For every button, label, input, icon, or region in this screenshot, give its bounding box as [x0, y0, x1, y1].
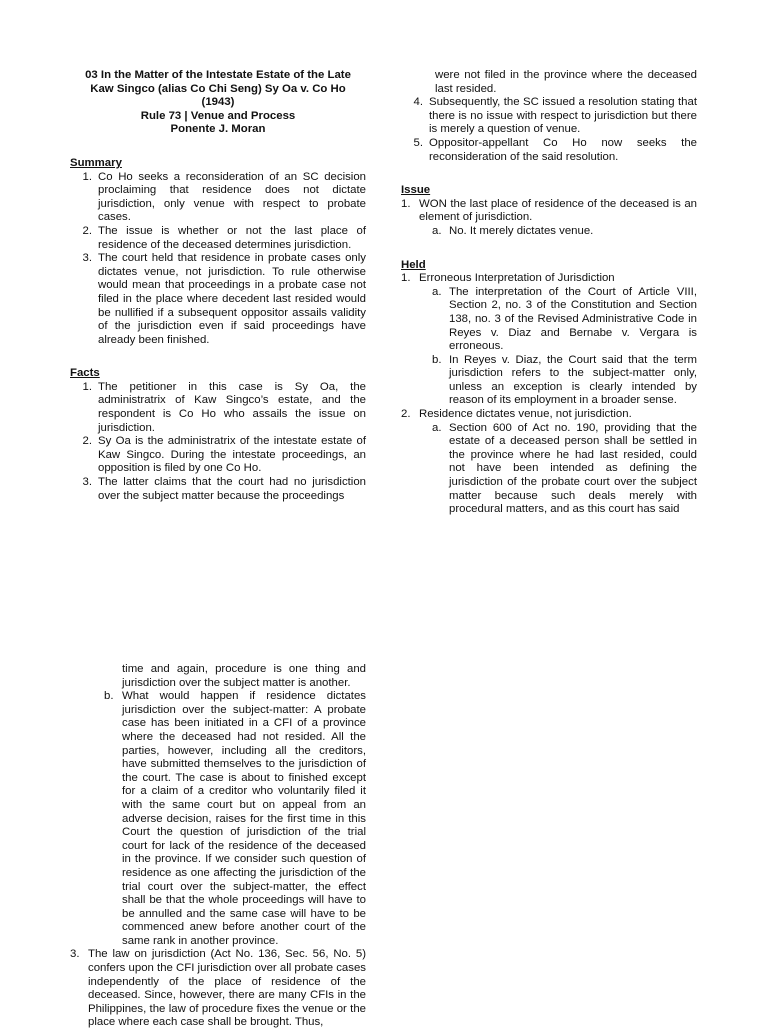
list-item: [80, 476, 366, 503]
list-text: The law on jurisdiction (Act No. 136, Sec. 56, No. 5) confers upon the CFI jurisdiction over all probate cases independently of the place of residence of the deceased. Since, however, there are many CFIs in the Philippines, the law of procedure fixes the venue or the place where each case shall be brought. Thus,: [88, 948, 366, 1029]
list-text: The issue is whether or not the last place of residence of the deceased determines jurisdiction.: [98, 224, 366, 251]
title-line: 03 In the Matter of the Intestate Estate of the Late: [85, 69, 351, 81]
list-text: Erroneous Interpretation of Jurisdiction: [419, 272, 615, 285]
list-letter: a.: [432, 285, 442, 298]
title-line: (1943): [201, 96, 235, 109]
list-text: The court held that residence in probate cases only dictates venue, not jurisdiction. To rule otherwise would mean that proceedings in a probate case not filed in the place where decedent last resided would be nullified if a subsequent oppositor assails validity of the jurisdiction even if said proceedings have already been finished.: [98, 252, 366, 346]
list-text: Sy Oa is the administratrix of the intestate estate of Kaw Singco. During the intestate proceedings, an opposition is filed by one Co Ho.: [98, 435, 366, 475]
facts-heading: Facts: [70, 367, 100, 380]
held-continuation: time and again, procedure is one thing and jurisdiction over the subject matter is another.: [122, 663, 366, 689]
list-letter: a.: [432, 421, 442, 434]
list-item: [104, 690, 366, 948]
list-number: 3.: [82, 252, 92, 265]
list-number: 1.: [82, 380, 92, 393]
issue-section: [401, 184, 697, 238]
list-text: Section 600 of Act no. 190, providing that the estate of a deceased person shall be settled in the province where he had last resided, could not have been intended as defining the jurisdiction of the probate court over the subject matter because such deals merely with procedural matters, and as this court has said: [449, 421, 697, 516]
list-text: Subsequently, the SC issued a resolution stating that there is no issue with respect to jurisdiction but there is merely a question of venue.: [429, 96, 697, 136]
list-letter: a.: [432, 224, 442, 237]
summary-heading: Summary: [70, 156, 122, 169]
list-item: [70, 948, 366, 1030]
issue-sublist: [401, 225, 697, 239]
list-item: [80, 252, 366, 347]
list-item: [432, 354, 697, 408]
list-text: The latter claims that the court had no jurisdiction over the subject matter because the proceedings: [98, 476, 366, 502]
list-number: 2.: [82, 435, 92, 448]
facts-continuation: were not filed in the province where the deceased last resided.: [435, 69, 697, 95]
right-column: [401, 69, 697, 517]
list-number: 1.: [82, 170, 92, 183]
list-item: [411, 137, 697, 164]
facts-list-continued: [401, 96, 697, 164]
list-number: 1.: [401, 197, 411, 210]
title-line: Ponente J. Moran: [170, 123, 266, 136]
summary-list: [70, 171, 366, 348]
list-letter: b.: [432, 353, 442, 366]
list-item: [80, 381, 366, 435]
list-number: 4.: [413, 96, 423, 109]
list-text: What would happen if residence dictates jurisdiction over the subject-matter: A probate case has been initiated in a CFI of a province where the deceased had not resided. All the parties, however, including all the creditors, have submitted themselves to the jurisdiction of the court. The case is about to finished except for a claim of a creditor who voluntarily filed it with the same court but on appeal from an adverse decision, raises for the first time in this Court the question of jurisdiction of the trial court for lack of the residence of the deceased in the province. If we consider such question of residence as one affecting the jurisdiction of the trial court over the subject-matter, the effect shall be that the whole proceedings will have to be annulled and the same case will have to be commenced anew before another court of the same rank in another province.: [122, 690, 366, 947]
list-item: [401, 198, 697, 225]
list-item: [80, 435, 366, 476]
title-line: Rule 73 | Venue and Process: [140, 109, 296, 122]
list-text: WON the last place of residence of the deceased is an element of jurisdiction.: [419, 197, 697, 224]
facts-list: [70, 381, 366, 503]
list-number: 3.: [82, 476, 92, 489]
facts-section: [70, 367, 366, 503]
held-sublist: [401, 286, 697, 408]
summary-section: [70, 157, 366, 347]
held-list: [401, 272, 697, 286]
list-item: [401, 408, 697, 422]
title-line: Kaw Singco (alias Co Chi Seng) Sy Oa v. Co Ho: [90, 82, 346, 95]
list-text: The petitioner in this case is Sy Oa, the administratrix of Kaw Singco’s estate, and the respondent is Co Ho who assails the issue on jurisdiction.: [98, 380, 366, 434]
list-text: Co Ho seeks a reconsideration of an SC decision proclaiming that residence does not dictate jurisdiction, only venue with respect to probate cases.: [98, 170, 366, 224]
issue-list: [401, 198, 697, 225]
list-item: [80, 171, 366, 225]
issue-heading: Issue: [401, 184, 431, 197]
list-item: [432, 286, 697, 354]
held-list: [401, 408, 697, 422]
list-text: In Reyes v. Diaz, the Court said that the term jurisdiction refers to the subject-matter only, unless an exception is clearly intended by reason of its employment in a broader sense.: [449, 353, 697, 407]
held-sublist: [401, 422, 697, 517]
left-column: [70, 69, 366, 503]
list-number: 5.: [413, 136, 423, 149]
list-text: Residence dictates venue, not jurisdiction.: [419, 408, 632, 421]
list-number: 2.: [401, 408, 411, 421]
held-heading: Held: [401, 258, 426, 271]
list-item: [432, 422, 697, 517]
held-list: [70, 948, 366, 1030]
list-number: 2.: [82, 224, 92, 237]
list-text: Oppositor-appellant Co Ho now seeks the reconsideration of the said resolution.: [429, 136, 697, 163]
list-item: [401, 272, 697, 286]
held-sublist: [70, 690, 366, 948]
list-number: 3.: [70, 948, 80, 961]
held-section: [401, 259, 697, 517]
list-text: The interpretation of the Court of Article VIII, Section 2, no. 3 of the Constitution and Section 138, no. 3 of the Revised Administrative Code in Reyes v. Diaz and Bernabe v. Vergara is erroneous.: [449, 285, 697, 353]
document-title: [70, 69, 366, 137]
list-item: [80, 225, 366, 252]
list-number: 1.: [401, 272, 411, 285]
list-item: [432, 225, 697, 239]
bottom-column: [70, 663, 366, 1030]
list-item: [411, 96, 697, 137]
list-text: No. It merely dictates venue.: [449, 224, 594, 237]
list-letter: b.: [104, 690, 114, 703]
